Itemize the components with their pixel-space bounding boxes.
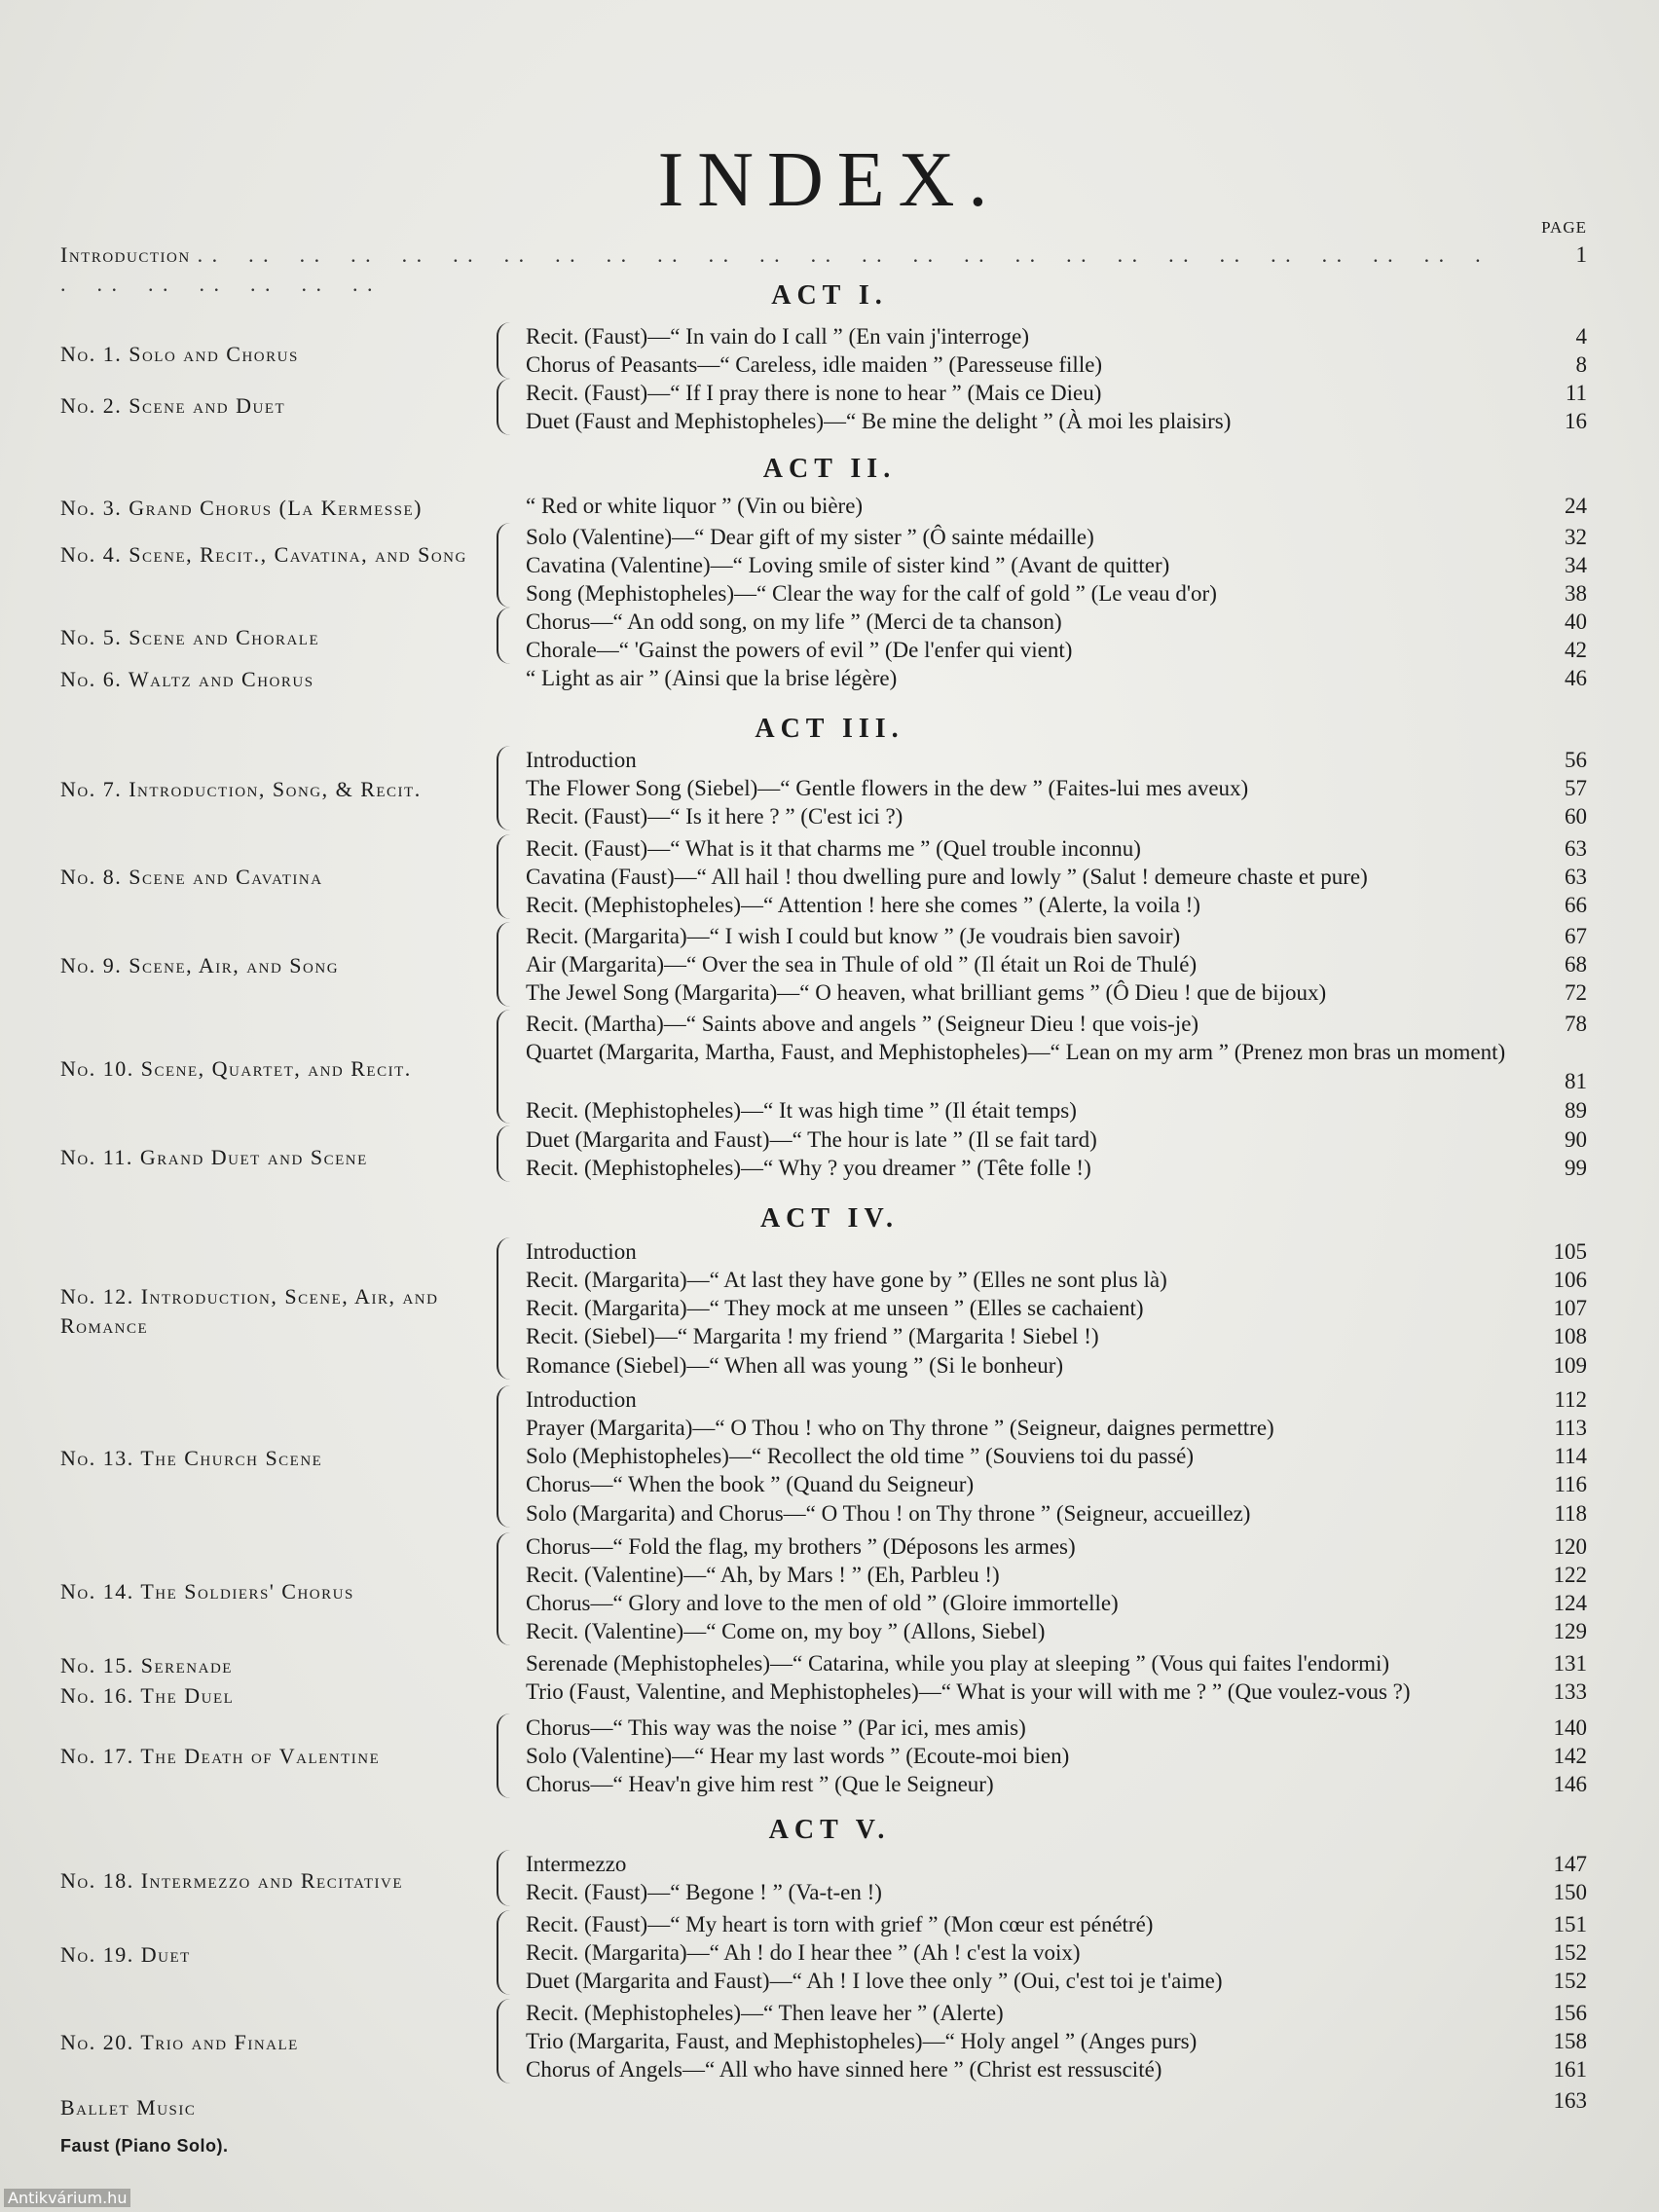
- page-number: 152: [1553, 1969, 1587, 1993]
- page-number: 81: [1565, 1069, 1587, 1093]
- entry-row: [0, 1414, 1659, 1443]
- entry-row: [0, 1649, 1659, 1678]
- entry-text: Recit. (Faust)—“ What is it that charms me ” (Quel trouble inconnu): [526, 836, 1141, 861]
- entry-text: Intermezzo: [526, 1852, 627, 1876]
- entry-text: Recit. (Faust)—“ If I pray there is none to hear ” (Mais ce Dieu): [526, 381, 1102, 405]
- entry-text: Recit. (Faust)—“ In vain do I call ” (En vain j'interroge): [526, 324, 1029, 349]
- entry-row: [0, 1910, 1659, 1939]
- entry-row: [0, 1499, 1659, 1529]
- entry-text: Solo (Valentine)—“ Hear my last words ” (Ecoute-moi bien): [526, 1744, 1070, 1768]
- entry-row: [0, 1850, 1659, 1879]
- page-number: 38: [1565, 581, 1587, 606]
- footer-note: Faust (Piano Solo).: [60, 2136, 229, 2156]
- section-label: No. 9. Scene, Air, and Song: [60, 953, 340, 977]
- entry-row: [0, 2086, 1659, 2116]
- entry-text: Recit. (Margarita)—“ I wish I could but know ” (Je voudrais bien savoir): [526, 924, 1181, 948]
- entry-text: Trio (Margarita, Faust, and Mephistopheles)—“ Holy angel ” (Anges purs): [526, 2029, 1198, 2053]
- entry-text: Cavatina (Faust)—“ All hail ! thou dwelling pure and lowly ” (Salut ! demeure chaste et pure): [526, 865, 1368, 889]
- entry-text: “ Red or white liquor ” (Vin ou bière): [526, 494, 864, 518]
- page-number: 114: [1554, 1444, 1587, 1468]
- page-number: 106: [1553, 1268, 1587, 1292]
- page-number: 152: [1553, 1940, 1587, 1965]
- page-number: 133: [1553, 1679, 1587, 1704]
- page-number: 63: [1565, 865, 1587, 889]
- page-number: 161: [1553, 2057, 1587, 2082]
- entry-row: [0, 636, 1659, 665]
- entry-text: Serenade (Mephistopheles)—“ Catarina, while you play at sleeping ” (Vous qui faites l'endormi): [526, 1651, 1390, 1676]
- page-number: 56: [1565, 748, 1587, 772]
- entry-row: [0, 551, 1659, 580]
- entry-row: [0, 1470, 1659, 1499]
- page-number: 158: [1553, 2029, 1587, 2053]
- entry-text: Chorale—“ 'Gainst the powers of evil ” (De l'enfer qui vient): [526, 638, 1073, 662]
- page-number: 163: [1553, 2088, 1587, 2113]
- entry-text: Solo (Valentine)—“ Dear gift of my sister ” (Ô sainte médaille): [526, 525, 1094, 549]
- section-label: No. 8. Scene and Cavatina: [60, 865, 323, 889]
- entry-text: Recit. (Faust)—“ My heart is torn with grief ” (Mon cœur est pénétré): [526, 1912, 1154, 1936]
- page-number: 122: [1553, 1563, 1587, 1587]
- entry-row: [0, 1442, 1659, 1471]
- entry-text: Chorus—“ An odd song, on my life ” (Merci de ta chanson): [526, 609, 1062, 634]
- entry-row: [0, 664, 1659, 693]
- page-number: 131: [1553, 1651, 1587, 1676]
- page-number: 4: [1575, 324, 1587, 349]
- entry-row: [0, 1322, 1659, 1351]
- page-number: 142: [1553, 1744, 1587, 1768]
- entry-row: [0, 950, 1659, 979]
- entry-row: [0, 834, 1659, 864]
- entry-row: [0, 1878, 1659, 1907]
- section-label: No. 16. The Duel: [60, 1683, 235, 1708]
- entry-text: Chorus—“ Fold the flag, my brothers ” (Déposons les armes): [526, 1534, 1076, 1559]
- entry-text: Romance (Siebel)—“ When all was young ” (Si le bonheur): [526, 1353, 1064, 1378]
- entry-row: [0, 1714, 1659, 1743]
- entry-row: [0, 891, 1659, 920]
- page-number: 40: [1565, 609, 1587, 634]
- entry-text: Introduction: [526, 1239, 637, 1264]
- entry-row: [0, 350, 1659, 380]
- section-label: No. 15. Serenade: [60, 1653, 233, 1677]
- introduction-label: Introduction: [60, 242, 191, 267]
- entry-text: Recit. (Siebel)—“ Margarita ! my friend ” (Margarita ! Siebel !): [526, 1324, 1099, 1348]
- section-label: No. 12. Introduction, Scene, Air, and Romance: [60, 1284, 439, 1338]
- entry-text: Recit. (Mephistopheles)—“ Why ? you dreamer ” (Tête folle !): [526, 1156, 1091, 1180]
- page-number: 34: [1565, 553, 1587, 577]
- entry-text: Duet (Margarita and Faust)—“ The hour is late ” (Il se fait tard): [526, 1127, 1097, 1152]
- section-label: No. 7. Introduction, Song, & Recit.: [60, 777, 422, 801]
- entry-text: Solo (Margarita) and Chorus—“ O Thou ! on Thy throne ” (Seigneur, accueillez): [526, 1501, 1251, 1526]
- page-number: 140: [1553, 1715, 1587, 1740]
- entry-text: Introduction: [526, 748, 637, 772]
- page-number: 24: [1565, 494, 1587, 518]
- entry-text: The Flower Song (Siebel)—“ Gentle flowers in the dew ” (Faites-lui mes aveux): [526, 776, 1249, 800]
- section-label: No. 18. Intermezzo and Recitative: [60, 1868, 403, 1893]
- entry-row: [0, 746, 1659, 775]
- page-number: 105: [1553, 1239, 1587, 1264]
- page-number: 32: [1565, 525, 1587, 549]
- entry-text: Recit. (Margarita)—“ At last they have gone by ” (Elles ne sont plus là): [526, 1268, 1167, 1292]
- entry-row: [0, 1096, 1659, 1125]
- page-number: 68: [1565, 952, 1587, 977]
- entry-text: Recit. (Margarita)—“ Ah ! do I hear thee ” (Ah ! c'est la voix): [526, 1940, 1081, 1965]
- entry-row: [0, 492, 1659, 521]
- page-number: 78: [1565, 1012, 1587, 1036]
- entry-text: Prayer (Margarita)—“ O Thou ! who on Thy throne ” (Seigneur, daignes permettre): [526, 1416, 1274, 1440]
- entry-text: Chorus of Angels—“ All who have sinned here ” (Christ est ressuscité): [526, 2057, 1162, 2082]
- act-heading: ACT I.: [771, 280, 888, 311]
- section-label: No. 11. Grand Duet and Scene: [60, 1145, 368, 1169]
- entry-text: Recit. (Margarita)—“ They mock at me unseen ” (Elles se cachaient): [526, 1296, 1144, 1320]
- entry-text: Song (Mephistopheles)—“ Clear the way for the calf of gold ” (Le veau d'or): [526, 581, 1217, 606]
- entry-text: Recit. (Valentine)—“ Ah, by Mars ! ” (Eh, Parbleu !): [526, 1563, 1000, 1587]
- entry-row: [0, 1010, 1659, 1039]
- entry-row: [0, 1617, 1659, 1646]
- page-number: 72: [1565, 980, 1587, 1005]
- watermark: Antikvárium.hu: [4, 2189, 130, 2207]
- entry-text: Recit. (Faust)—“ Is it here ? ” (C'est ici ?): [526, 804, 903, 829]
- page-number: 118: [1554, 1501, 1587, 1526]
- page-number: 147: [1553, 1852, 1587, 1876]
- entry-row: [0, 1999, 1659, 2028]
- entry-text: Recit. (Mephistopheles)—“ Attention ! here she comes ” (Alerte, la voila !): [526, 893, 1200, 917]
- section-label: No. 20. Trio and Finale: [60, 2030, 299, 2054]
- page-title: INDEX.: [657, 137, 1002, 223]
- page-number: 90: [1565, 1127, 1587, 1152]
- entry-text: Chorus—“ Heav'n give him rest ” (Que le Seigneur): [526, 1772, 994, 1796]
- entry-row: [0, 1770, 1659, 1799]
- page-number: 112: [1554, 1387, 1587, 1412]
- leader-dots: . . . . . . . . . . . . . . . . . . . . . . . . . . . . . . . . . . . . . . . . . . . . . . . . . . . . . . . . . . . . . . . .: [60, 242, 1483, 296]
- entry-text: Recit. (Mephistopheles)—“ Then leave her ” (Alerte): [526, 2001, 1004, 2025]
- page-number: 129: [1553, 1619, 1587, 1643]
- page-number: 151: [1553, 1912, 1587, 1936]
- page-number: 120: [1553, 1534, 1587, 1559]
- section-label: No. 17. The Death of Valentine: [60, 1744, 381, 1768]
- page-number: 63: [1565, 836, 1587, 861]
- entry-row: [0, 2055, 1659, 2084]
- page-number: 11: [1565, 381, 1587, 405]
- page-number: 1: [1575, 242, 1587, 267]
- entry-text: Duet (Margarita and Faust)—“ Ah ! I love thee only ” (Oui, c'est toi je t'aime): [526, 1969, 1223, 1993]
- entry-row: [0, 802, 1659, 831]
- page-number: 150: [1553, 1880, 1587, 1904]
- entry-text: Air (Margarita)—“ Over the sea in Thule of old ” (Il était un Roi de Thulé): [526, 952, 1198, 977]
- page-number: 60: [1565, 804, 1587, 829]
- entry-text: Chorus—“ This way was the noise ” (Par ici, mes amis): [526, 1715, 1026, 1740]
- act-heading: ACT V.: [768, 1815, 891, 1845]
- entry-text: Cavatina (Valentine)—“ Loving smile of sister kind ” (Avant de quitter): [526, 553, 1170, 577]
- entry-row: [0, 1967, 1659, 1996]
- act-heading: ACT IV.: [759, 1203, 900, 1234]
- act-heading: ACT II.: [762, 454, 897, 484]
- entry-text: Quartet (Margarita, Martha, Faust, and Mephistopheles)—“ Lean on my arm ” (Prenez mon bras un moment): [526, 1040, 1506, 1064]
- entry-row: [0, 1266, 1659, 1295]
- entry-text: Chorus—“ Glory and love to the men of old ” (Gloire immortelle): [526, 1591, 1119, 1615]
- entry-row: [0, 579, 1659, 608]
- section-label: No. 3. Grand Chorus (La Kermesse): [60, 496, 423, 520]
- page-number: 146: [1553, 1772, 1587, 1796]
- page-number: 8: [1575, 352, 1587, 377]
- section-label: No. 10. Scene, Quartet, and Recit.: [60, 1056, 412, 1081]
- section-label: No. 2. Scene and Duet: [60, 393, 286, 418]
- entry-row: [0, 1938, 1659, 1968]
- entry-text: Duet (Faust and Mephistopheles)—“ Be mine the delight ” (À moi les plaisirs): [526, 409, 1232, 433]
- entry-text: Chorus—“ When the book ” (Quand du Seigneur): [526, 1472, 975, 1496]
- entry-text: “ Light as air ” (Ainsi que la brise légère): [526, 666, 898, 690]
- entry-row: [0, 1125, 1659, 1155]
- entry-row: [0, 1561, 1659, 1590]
- entry-row: [0, 1677, 1659, 1707]
- entry-row: [0, 1237, 1659, 1267]
- entry-text: Recit. (Mephistopheles)—“ It was high time ” (Il était temps): [526, 1098, 1077, 1123]
- section-label: No. 19. Duet: [60, 1942, 191, 1967]
- entry-text: Trio (Faust, Valentine, and Mephistopheles)—“ What is your will with me ? ” (Que voulez-vous ?): [526, 1679, 1411, 1704]
- section-label: No. 6. Waltz and Chorus: [60, 667, 314, 691]
- entry-row: [0, 1589, 1659, 1618]
- page-number: 109: [1553, 1353, 1587, 1378]
- page-number: 66: [1565, 893, 1587, 917]
- entry-text: The Jewel Song (Margarita)—“ O heaven, what brilliant gems ” (Ô Dieu ! que de bijoux): [526, 980, 1327, 1005]
- entry-row: [0, 1294, 1659, 1323]
- entry-row: [0, 863, 1659, 892]
- entry-row: [0, 1385, 1659, 1415]
- section-label: Ballet Music: [60, 2095, 197, 2120]
- page-number: 99: [1565, 1156, 1587, 1180]
- entry-row: [0, 523, 1659, 552]
- entry-text: Introduction: [526, 1387, 637, 1412]
- page-number: 42: [1565, 638, 1587, 662]
- entry-text: Recit. (Faust)—“ Begone ! ” (Va-t-en !): [526, 1880, 882, 1904]
- page-number: 46: [1565, 666, 1587, 690]
- page-number: 57: [1565, 776, 1587, 800]
- page-number: 156: [1553, 2001, 1587, 2025]
- entry-row: [0, 978, 1659, 1008]
- entry-text: Recit. (Martha)—“ Saints above and angels ” (Seigneur Dieu ! que vois-je): [526, 1012, 1199, 1036]
- entry-row: [0, 1154, 1659, 1183]
- entry-row: [0, 1351, 1659, 1381]
- page-column-header: PAGE: [1541, 218, 1587, 237]
- section-label: No. 5. Scene and Chorale: [60, 625, 320, 649]
- entry-row: [0, 2027, 1659, 2056]
- page-number: 124: [1553, 1591, 1587, 1615]
- entry-row: [0, 379, 1659, 408]
- page-number: 67: [1565, 924, 1587, 948]
- act-heading: ACT III.: [755, 714, 904, 744]
- section-label: No. 4. Scene, Recit., Cavatina, and Song: [60, 542, 467, 567]
- section-label: No. 1. Solo and Chorus: [60, 342, 299, 366]
- page-number: 116: [1554, 1472, 1587, 1496]
- entry-row: [0, 1742, 1659, 1771]
- entry-text: Solo (Mephistopheles)—“ Recollect the old time ” (Souviens toi du passé): [526, 1444, 1195, 1468]
- entry-text: Recit. (Valentine)—“ Come on, my boy ” (Allons, Siebel): [526, 1619, 1046, 1643]
- entry-text: Chorus of Peasants—“ Careless, idle maiden ” (Paresseuse fille): [526, 352, 1103, 377]
- page-number: 107: [1553, 1296, 1587, 1320]
- page-number: 16: [1565, 409, 1587, 433]
- entry-row: [0, 922, 1659, 951]
- entry-row: [0, 774, 1659, 803]
- entry-row: [0, 1532, 1659, 1562]
- page-number: 113: [1554, 1416, 1587, 1440]
- entry-row: [0, 1038, 1659, 1096]
- entry-row: [0, 322, 1659, 351]
- entry-row: [0, 608, 1659, 637]
- page-number: 89: [1565, 1098, 1587, 1123]
- entry-row: [0, 407, 1659, 436]
- section-label: No. 14. The Soldiers' Chorus: [60, 1579, 354, 1604]
- page-number: 108: [1553, 1324, 1587, 1348]
- section-label: No. 13. The Church Scene: [60, 1446, 323, 1470]
